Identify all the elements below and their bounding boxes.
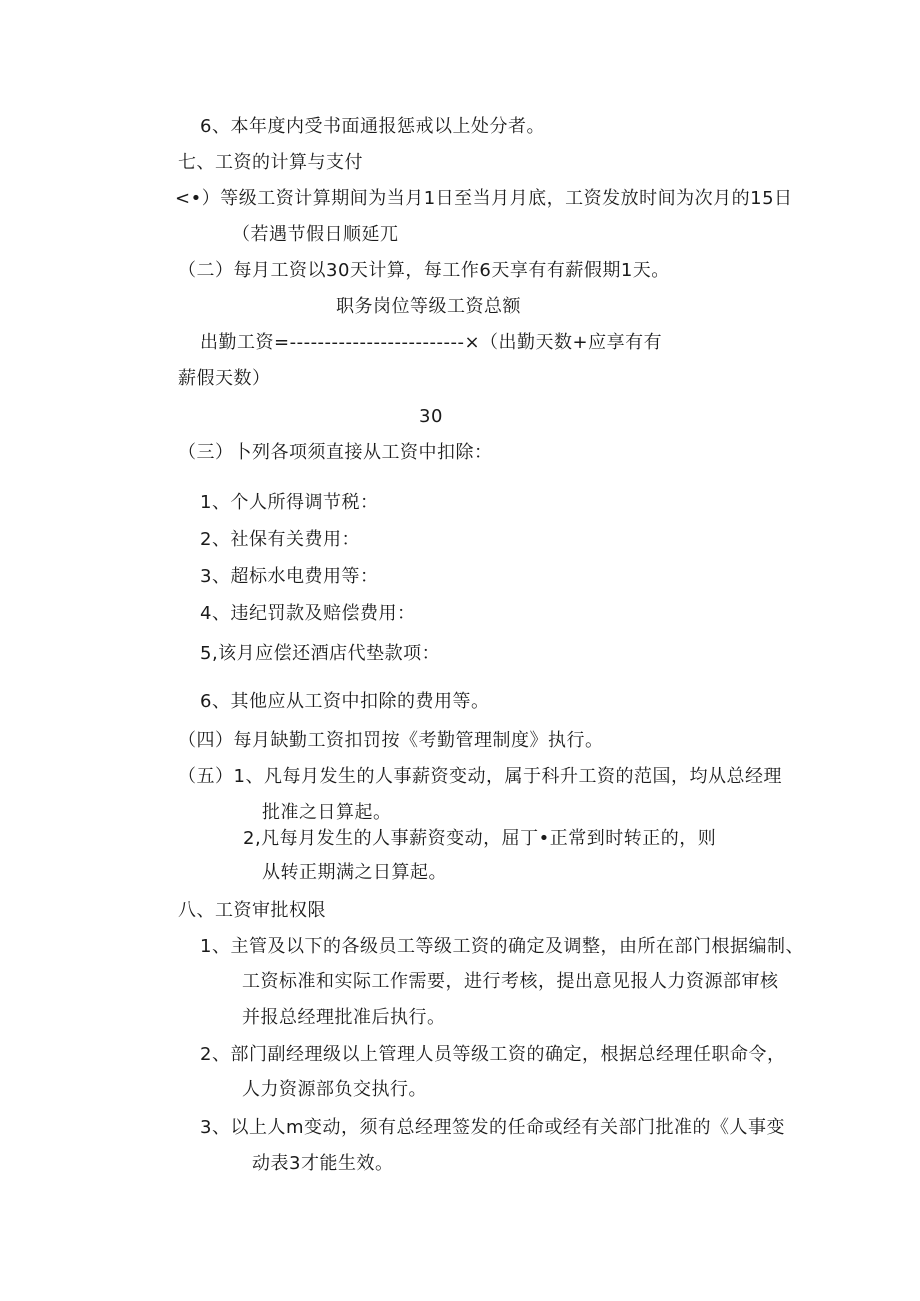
deduction-item-1: 1、个人所得调节税： (200, 492, 379, 513)
clause-3-deductions: （三）卜列各项须直接从工资中扣除： (178, 442, 493, 463)
deduction-item-5: 5,该月应偿还酒店代垫款项： (200, 643, 441, 664)
approval-item-2: 2、部门副经理级以上管理人员等级工资的确定，根据总经理任职命令， (200, 1044, 786, 1065)
deduction-item-2: 2、社保有关费用： (200, 529, 360, 550)
approval-item-1: 1、主管及以下的各级员工等级工资的确定及调整，由所在部门根据编制、 (200, 936, 804, 957)
formula-main: 出勤工资=-------------------------×（出勤天数+应享有有 (200, 332, 663, 353)
formula-continuation: 薪假天数） (178, 368, 271, 389)
clause-2-monthly-days: （二）每月工资以30天计算，每工作6天享有有薪假期1天。 (178, 260, 670, 281)
clause-5-item-1-continuation: 批准之日算起。 (262, 802, 392, 823)
item-6-penalty: 6、本年度内受书面通报惩戒以上处分者。 (200, 116, 545, 137)
formula-numerator: 职务岗位等级工资总额 (336, 296, 521, 317)
approval-item-1-line-2: 工资标准和实际工作需要，进行考核，提出意见报人力资源部审核 (242, 971, 779, 992)
approval-item-3-continuation: 动表3才能生效。 (252, 1153, 394, 1174)
clause-5-item-2: 2,凡每月发生的人事薪资变动，屈丁•正常到时转正的，则 (243, 828, 717, 849)
clause-1-continuation: （若遇节假日顺延兀 (232, 224, 399, 245)
clause-5-item-1: （五）1、凡每月发生的人事薪资变动，属于科升工资的范国，均从总经理 (178, 766, 782, 787)
formula-denominator: 30 (419, 406, 443, 427)
approval-item-1-line-3: 并报总经理批准后执行。 (242, 1007, 446, 1028)
approval-item-2-continuation: 人力资源部负交执行。 (242, 1079, 427, 1100)
section-7-heading: 七、工资的计算与支付 (178, 152, 363, 173)
approval-item-3: 3、以上人m变动，须有总经理签发的任命或经有关部门批准的《人事变 (200, 1117, 785, 1138)
deduction-item-3: 3、超标水电费用等： (200, 566, 379, 587)
deduction-item-4: 4、违纪罚款及赔偿费用： (200, 603, 416, 624)
section-8-heading: 八、工资审批权限 (178, 900, 326, 921)
clause-4-absence: （四）每月缺勤工资扣罚按《考勤管理制度》执行。 (178, 730, 604, 751)
clause-5-item-2-continuation: 从转正期满之日算起。 (262, 862, 447, 883)
deduction-item-6: 6、其他应从工资中扣除的费用等。 (200, 691, 490, 712)
clause-1-pay-period: <•）等级工资计算期间为当月1日至当月月底，工资发放时间为次月的15日 (175, 188, 793, 209)
